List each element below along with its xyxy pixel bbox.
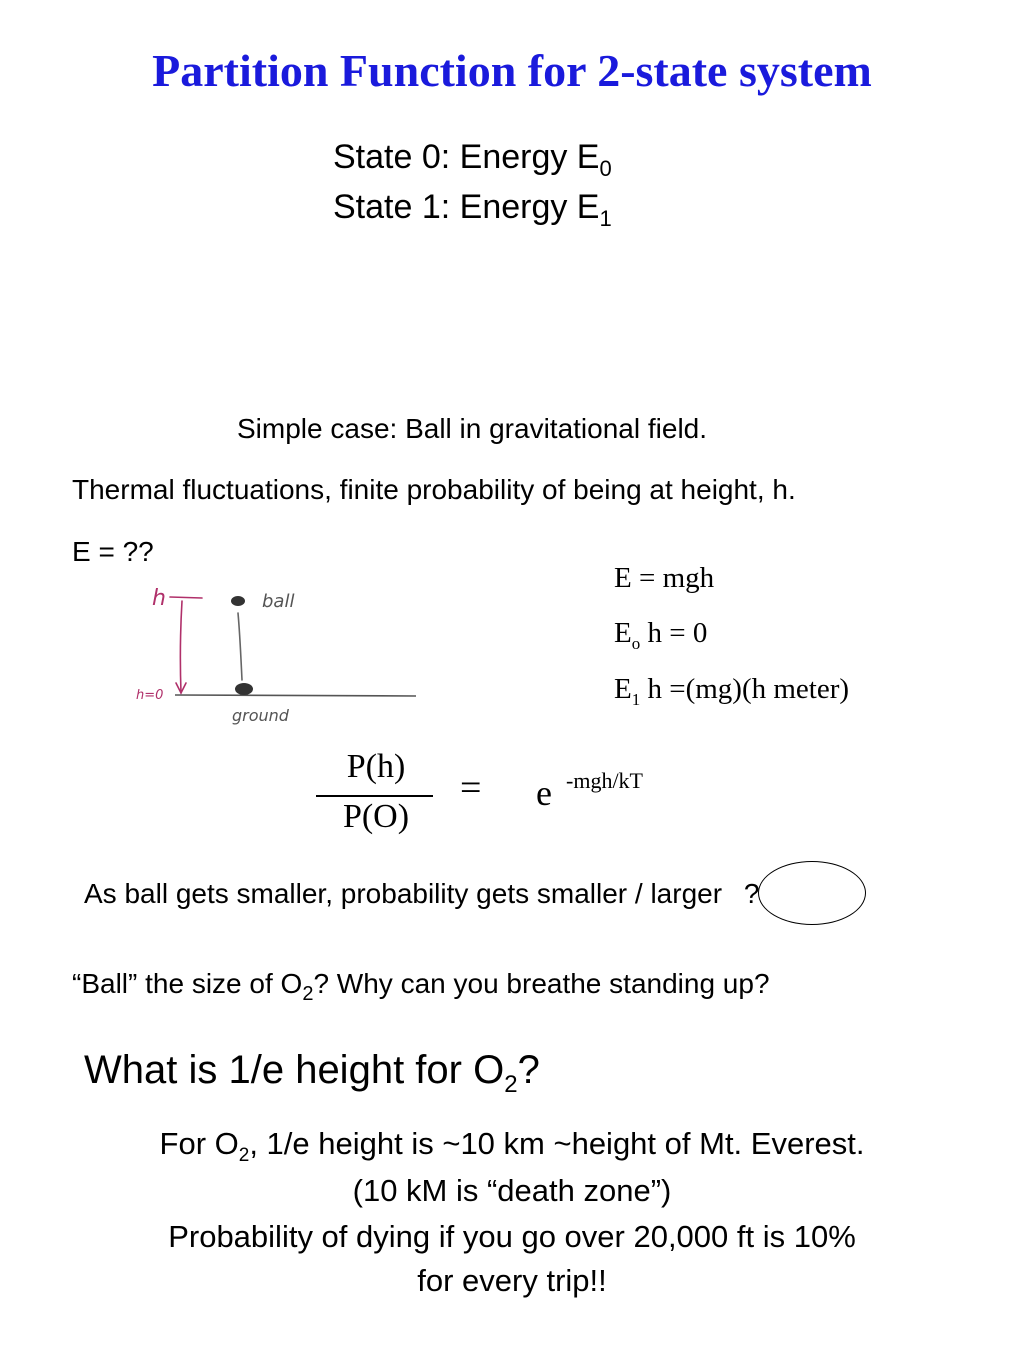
equation-e0-rest: h = 0 (640, 617, 708, 649)
height-arrow (180, 601, 182, 693)
equation-e1-rest: h =(mg)(h meter) (640, 673, 850, 705)
answer-line-1 (0, 1126, 1024, 1166)
equation-e1 (614, 673, 850, 709)
h-label: h (152, 586, 166, 611)
ball-label: ball (262, 591, 295, 612)
big-question-after: ? (517, 1048, 540, 1092)
ground-label: ground (232, 706, 289, 725)
one-over-e-question (84, 1048, 540, 1098)
answer-line-3: Probability of dying if you go over 20,000 ft is 10% (168, 1219, 856, 1254)
formula-base: e (536, 773, 552, 813)
fraction-bar (316, 795, 433, 797)
formula-equals: = (460, 767, 482, 809)
equation-e0-subscript: o (631, 634, 641, 653)
ball-top (231, 596, 245, 606)
ball-height-sketch (120, 575, 430, 745)
h-tick-mark (170, 597, 202, 598)
ground-line (175, 695, 416, 696)
ball-size-before: “Ball” the size of O (72, 968, 303, 999)
formula-exponent: -mgh/kT (566, 768, 643, 793)
answer-line-1-before: For O (159, 1126, 239, 1161)
page-title: Partition Function for 2-state system (152, 45, 872, 96)
answer-line-1-after: , 1/e height is ~10 km ~height of Mt. Everest. (249, 1126, 865, 1161)
equation-e1-symbol: E (614, 673, 632, 705)
smaller-larger-line (84, 878, 759, 910)
simple-case-text: Simple case: Ball in gravitational field. (237, 413, 708, 444)
state-0-label: State 0: Energy E (333, 138, 600, 176)
ball-ground (235, 683, 253, 695)
ball-size-after: ? Why can you breathe standing up? (313, 968, 770, 999)
equation-e1-subscript: 1 (631, 690, 641, 709)
smaller-larger-text: As ball gets smaller, probability gets smaller / (84, 878, 651, 909)
big-question-before: What is 1/e height for O (84, 1048, 505, 1092)
state-1-subscript: 1 (599, 206, 612, 231)
h-zero-label: h=0 (136, 688, 164, 703)
answer-line-1-subscript: 2 (238, 1145, 250, 1166)
state-0-line (333, 138, 612, 181)
thermal-fluctuations-text: Thermal fluctuations, finite probability of being at height, h. (72, 474, 796, 505)
state-1-label: State 1: Energy E (333, 188, 600, 226)
big-question-subscript: 2 (504, 1071, 518, 1098)
circle-annotation (758, 861, 866, 925)
ball-size-subscript: 2 (302, 983, 314, 1005)
ball-size-question (72, 968, 770, 1005)
equation-e0 (614, 617, 708, 653)
state-1-line (333, 188, 612, 231)
equation-e-mgh: E = mgh (614, 562, 715, 594)
circled-larger: larger (650, 878, 723, 909)
answer-line-4: for every trip!! (417, 1263, 607, 1298)
answer-line-2: (10 kM is “death zone”) (352, 1173, 672, 1208)
energy-question-text: E = ?? (72, 536, 154, 567)
formula-denominator: P(O) (342, 798, 410, 835)
smaller-larger-end: ? (736, 878, 760, 909)
state-0-subscript: 0 (599, 156, 612, 181)
formula-numerator: P(h) (346, 748, 406, 785)
equation-e0-symbol: E (614, 617, 632, 649)
